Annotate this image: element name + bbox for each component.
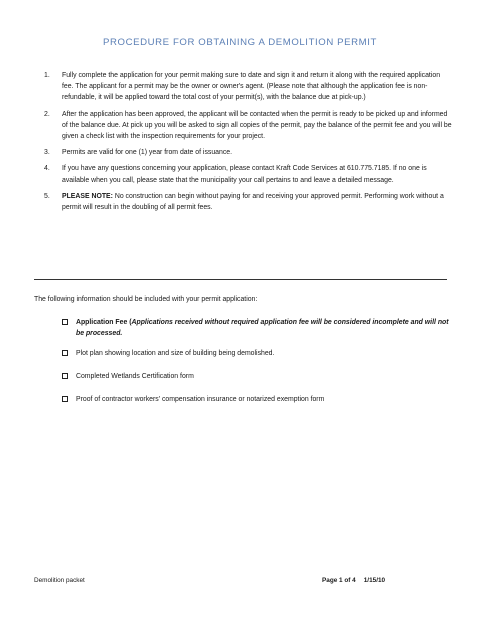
wetlands-label: Completed Wetlands Certification form [76,373,194,380]
step-text: If you have any questions concerning your application, please contact Kraft Code Services at 610.775.7185. If no one is available when you call, please state that the municipality your call pertains to and leave a detailed message. [62,165,427,184]
plot-plan-label: Plot plan showing location and size of building being demolished. [76,350,275,357]
page-title: PROCEDURE FOR OBTAINING A DEMOLITION PERMIT [102,37,378,48]
step-3 [44,147,452,158]
footer-packet-name: Demolition packet [34,577,85,584]
checkbox[interactable] [62,350,68,356]
step-number: 2. [44,110,50,118]
revision-date: 1/15/10 [363,577,386,584]
insurance-label: Proof of contractor workers' compensation insurance or notarized exemption form [76,396,325,403]
step-number: 1. [44,72,50,79]
step-text: Permits are valid for one (1) year from date of issuance. [62,149,233,157]
requirements-intro: The following information should be included with your permit application: [34,296,258,303]
step-number: 5. [44,192,50,200]
fee-label: Application Fee ( [76,319,132,326]
checklist-item-application-fee [62,317,452,339]
section-divider [34,279,447,280]
checklist-item-wetlands [62,371,452,382]
please-note-label: PLEASE NOTE: [62,192,113,200]
checkbox[interactable] [62,373,68,379]
checklist-item-plot-plan [62,348,452,359]
checklist-item-insurance [62,394,452,405]
fee-note: Applications received without required application fee will be considered incomplete and will not be processed. [76,319,449,337]
step-text: No construction can begin without paying for and receiving your approved permit. Performing work without a permit will result in the doubling of all permit fees. [62,192,444,212]
checkbox[interactable] [62,319,68,325]
step-5 [44,191,452,213]
step-text: After the application has been approved, the applicant will be contacted when the permit is ready to be picked up and informed of the balance due. At pick up you will be asked to sign all copies of the permit, pay the balance of the permit fee and you will be given a check list with the inspection requirements for your project. [62,110,452,141]
checkbox[interactable] [62,396,68,402]
step-text: Fully complete the application for your permit making sure to date and sign it and return it along with the required application fee. The applicant for a permit may be the owner or owner's agent. (Please note that although the application fee is non-refundable, it will be applied toward the total cost of your permit(s), with the balance due at pick-up.) [62,72,441,102]
step-2 [44,109,452,143]
procedure-steps [44,70,452,218]
step-4 [44,163,452,185]
requirements-checklist [62,317,452,405]
step-1 [44,70,452,104]
step-number: 4. [44,165,50,173]
page-number: Page 1 of 4 [322,577,356,584]
footer-page-info [322,577,385,584]
step-number: 3. [44,149,50,157]
